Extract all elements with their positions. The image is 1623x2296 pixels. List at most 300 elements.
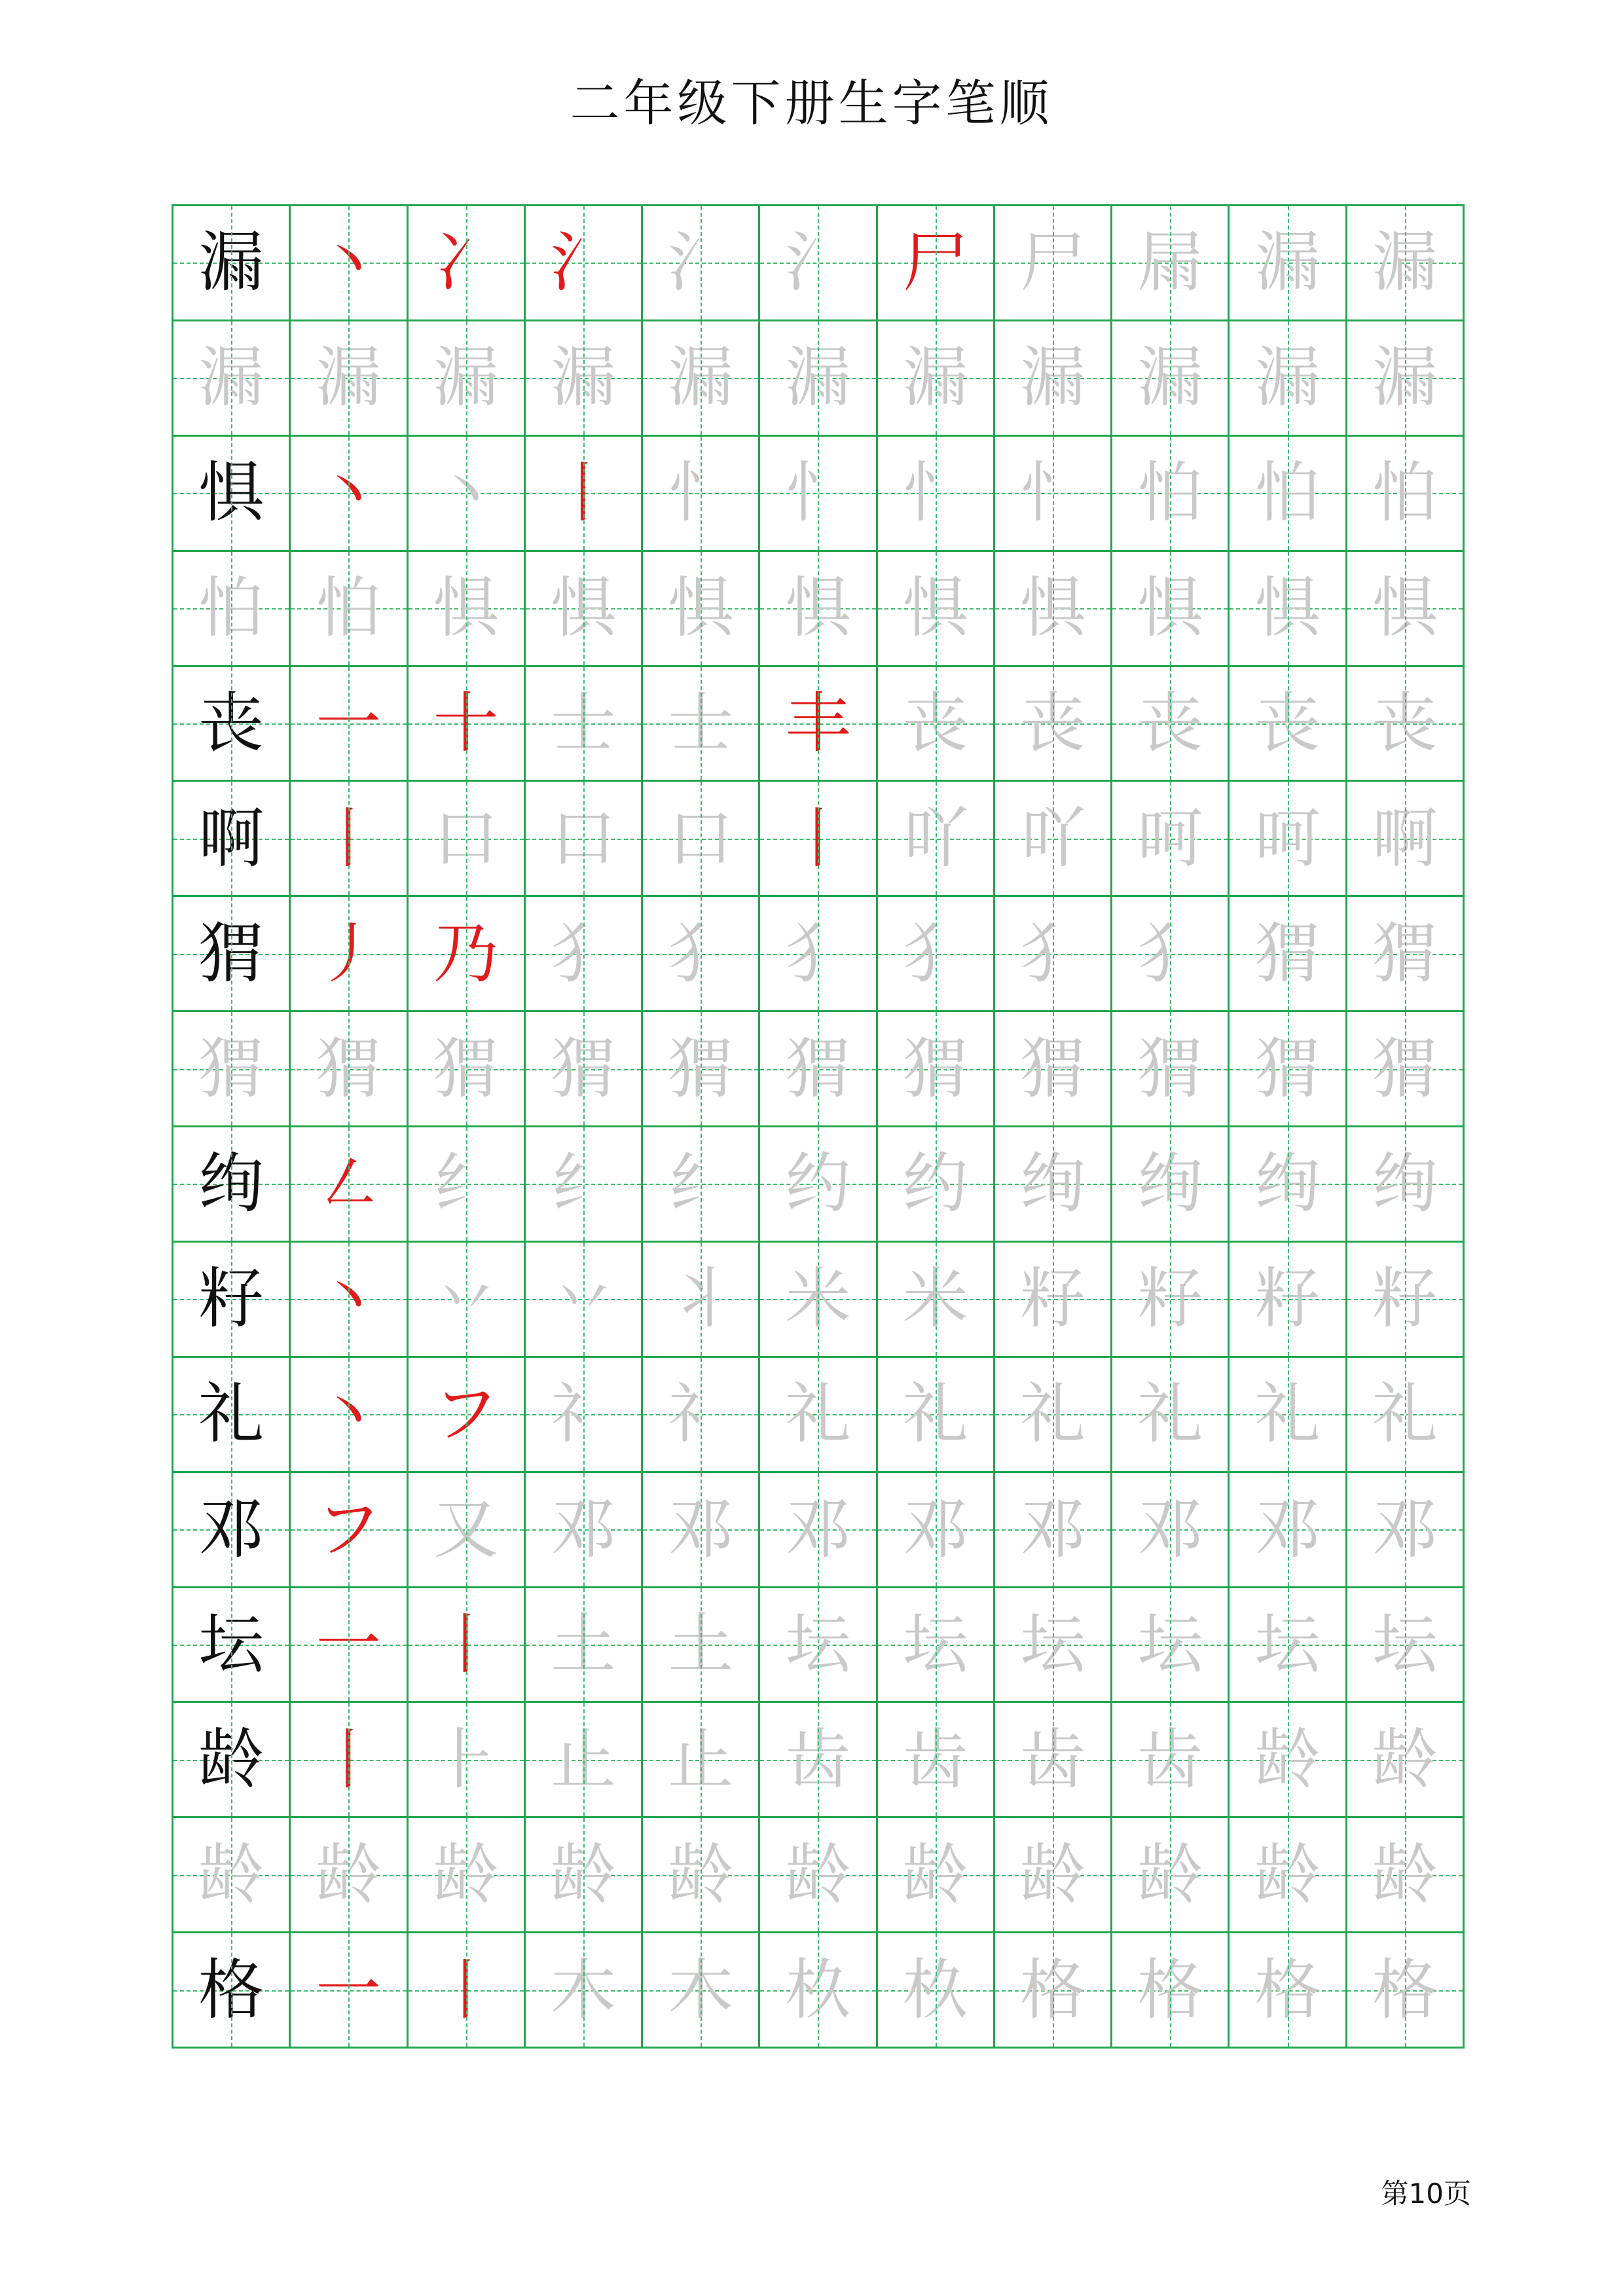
practice-cell — [526, 437, 643, 552]
trace-character: 惧 — [902, 570, 968, 647]
trace-character: 龄 — [1372, 1836, 1438, 1913]
practice-cell — [409, 1243, 526, 1358]
trace-character: 坛 — [1020, 1605, 1086, 1683]
stroke-order-grid — [172, 204, 1465, 2049]
stroke-step: 尸 — [902, 224, 968, 301]
trace-character: 绚 — [1020, 1145, 1086, 1222]
trace-character: 忄 — [1020, 454, 1086, 532]
practice-cell — [760, 1243, 877, 1358]
practice-cell — [1112, 206, 1230, 321]
trace-character: 礼 — [1020, 1376, 1086, 1453]
trace-character: 怕 — [1137, 454, 1203, 532]
practice-cell — [526, 782, 643, 897]
practice-cell — [643, 206, 760, 321]
practice-cell — [291, 782, 408, 897]
trace-character: 惧 — [785, 570, 851, 647]
trace-character: 龄 — [902, 1836, 968, 1913]
practice-cell — [878, 1818, 995, 1933]
trace-character: 齿 — [785, 1721, 851, 1798]
trace-character: 犭 — [785, 915, 851, 992]
trace-character: 屚 — [1137, 224, 1203, 301]
trace-character: 龄 — [1254, 1836, 1321, 1913]
practice-cell — [173, 1473, 291, 1588]
practice-cell — [409, 321, 526, 437]
target-character: 龄 — [198, 1721, 264, 1798]
practice-cell — [291, 1703, 408, 1818]
practice-cell — [1230, 321, 1347, 437]
practice-cell — [1112, 1358, 1230, 1473]
target-character: 猬 — [198, 915, 264, 992]
target-character: 啊 — [198, 799, 264, 877]
trace-character: 犭 — [1137, 915, 1203, 992]
practice-cell — [409, 897, 526, 1012]
trace-character: 龄 — [550, 1836, 616, 1913]
practice-cell — [173, 782, 291, 897]
trace-character: 杦 — [785, 1951, 851, 2028]
trace-character: 猬 — [785, 1030, 851, 1107]
trace-character: 惧 — [668, 570, 734, 647]
practice-cell — [995, 1473, 1112, 1588]
trace-character: 龄 — [1254, 1721, 1321, 1798]
stroke-step: 丨 — [785, 799, 851, 877]
practice-cell — [1230, 206, 1347, 321]
practice-cell — [526, 897, 643, 1012]
practice-cell — [643, 321, 760, 437]
trace-character: 木 — [550, 1951, 616, 2028]
practice-cell — [995, 1243, 1112, 1358]
trace-character: 籽 — [1137, 1260, 1203, 1338]
trace-character: 齿 — [1020, 1721, 1086, 1798]
practice-cell — [1347, 1012, 1465, 1127]
practice-cell — [760, 782, 877, 897]
trace-character: 坛 — [785, 1605, 851, 1683]
practice-cell — [291, 437, 408, 552]
practice-cell — [878, 437, 995, 552]
trace-character: 丧 — [1020, 684, 1086, 761]
target-character: 绚 — [198, 1145, 264, 1222]
trace-character: 礼 — [902, 1376, 968, 1453]
target-character: 坛 — [198, 1605, 264, 1683]
practice-cell — [526, 1818, 643, 1933]
practice-cell — [1230, 897, 1347, 1012]
practice-cell — [643, 897, 760, 1012]
practice-cell — [291, 1473, 408, 1588]
practice-cell — [409, 667, 526, 782]
practice-cell — [291, 667, 408, 782]
trace-character: 漏 — [1137, 339, 1203, 416]
trace-character: 约 — [902, 1145, 968, 1222]
practice-cell — [1347, 782, 1465, 897]
trace-character: 氵 — [668, 224, 734, 301]
trace-character: 犭 — [902, 915, 968, 992]
practice-cell — [995, 1358, 1112, 1473]
practice-cell — [995, 667, 1112, 782]
trace-character: 猬 — [316, 1030, 382, 1107]
trace-character: 邓 — [1372, 1491, 1438, 1568]
practice-cell — [526, 552, 643, 667]
practice-cell — [878, 321, 995, 437]
practice-cell — [760, 1127, 877, 1243]
trace-character: 丷 — [433, 1260, 499, 1338]
trace-character: 丧 — [1254, 684, 1321, 761]
practice-cell — [643, 1243, 760, 1358]
practice-cell — [409, 437, 526, 552]
practice-cell — [1230, 1933, 1347, 2049]
trace-character: 丧 — [1137, 684, 1203, 761]
trace-character: 怕 — [316, 570, 382, 647]
practice-cell — [526, 321, 643, 437]
practice-cell — [760, 1933, 877, 2049]
practice-cell — [409, 1818, 526, 1933]
trace-character: 丧 — [902, 684, 968, 761]
trace-character: 又 — [433, 1491, 499, 1568]
practice-cell — [173, 897, 291, 1012]
trace-character: 猬 — [668, 1030, 734, 1107]
stroke-step: 丶 — [316, 224, 382, 301]
trace-character: 漏 — [316, 339, 382, 416]
practice-cell — [1112, 1703, 1230, 1818]
trace-character: 籽 — [1020, 1260, 1086, 1338]
practice-cell — [409, 1473, 526, 1588]
practice-cell — [173, 552, 291, 667]
practice-cell — [173, 321, 291, 437]
trace-character: 丷 — [550, 1260, 616, 1338]
practice-cell — [291, 1243, 408, 1358]
practice-cell — [1230, 1818, 1347, 1933]
practice-cell — [878, 1243, 995, 1358]
practice-cell — [878, 782, 995, 897]
practice-cell — [1230, 1127, 1347, 1243]
trace-character: 邓 — [1254, 1491, 1321, 1568]
trace-character: 漏 — [785, 339, 851, 416]
practice-cell — [291, 321, 408, 437]
trace-character: 绚 — [1254, 1145, 1321, 1222]
practice-cell — [760, 1588, 877, 1704]
trace-character: 礼 — [1137, 1376, 1203, 1453]
trace-character: 籽 — [1254, 1260, 1321, 1338]
trace-character: 怕 — [198, 570, 264, 647]
stroke-step: フ — [316, 1491, 382, 1568]
practice-cell — [878, 1703, 995, 1818]
practice-cell — [995, 1012, 1112, 1127]
trace-character: 籽 — [1372, 1260, 1438, 1338]
trace-character: 礼 — [785, 1376, 851, 1453]
trace-character: 犭 — [550, 915, 616, 992]
trace-character: 纟 — [433, 1145, 499, 1222]
practice-cell — [1112, 1243, 1230, 1358]
practice-cell — [173, 1703, 291, 1818]
stroke-step: 丨 — [550, 454, 616, 532]
trace-character: 绚 — [1372, 1145, 1438, 1222]
practice-cell — [526, 667, 643, 782]
trace-character: 纟 — [550, 1145, 616, 1222]
trace-character: 口 — [668, 799, 734, 877]
practice-cell — [643, 437, 760, 552]
practice-cell — [526, 1127, 643, 1243]
trace-character: 怕 — [1254, 454, 1321, 532]
trace-character: 止 — [550, 1721, 616, 1798]
practice-cell — [1112, 897, 1230, 1012]
practice-cell — [995, 1703, 1112, 1818]
practice-cell — [1112, 437, 1230, 552]
practice-cell — [760, 206, 877, 321]
trace-character: 忄 — [668, 454, 734, 532]
practice-cell — [173, 1358, 291, 1473]
practice-cell — [1230, 437, 1347, 552]
practice-cell — [291, 206, 408, 321]
trace-character: 啊 — [1372, 799, 1438, 877]
practice-cell — [1347, 897, 1465, 1012]
practice-cell — [409, 1588, 526, 1704]
practice-cell — [291, 1933, 408, 2049]
practice-cell — [173, 667, 291, 782]
practice-cell — [995, 897, 1112, 1012]
practice-cell — [1347, 206, 1465, 321]
target-character: 漏 — [198, 224, 264, 301]
trace-character: 尸 — [1020, 224, 1086, 301]
trace-character: 土 — [550, 1605, 616, 1683]
practice-cell — [1230, 1473, 1347, 1588]
trace-character: 猬 — [1372, 1030, 1438, 1107]
trace-character: 士 — [550, 684, 616, 761]
trace-character: 忄 — [902, 454, 968, 532]
practice-cell — [643, 1703, 760, 1818]
target-character: 惧 — [198, 454, 264, 532]
trace-character: 齿 — [902, 1721, 968, 1798]
trace-character: 漏 — [550, 339, 616, 416]
trace-character: 忄 — [785, 454, 851, 532]
trace-character: 齿 — [1137, 1721, 1203, 1798]
trace-character: 邓 — [668, 1491, 734, 1568]
trace-character: 猬 — [1254, 915, 1321, 992]
practice-cell — [409, 1127, 526, 1243]
trace-character: ⺊ — [433, 1721, 499, 1798]
trace-character: 猬 — [1372, 915, 1438, 992]
practice-cell — [995, 437, 1112, 552]
practice-cell — [878, 1012, 995, 1127]
trace-character: 礻 — [550, 1376, 616, 1453]
trace-character: 坛 — [1372, 1605, 1438, 1683]
trace-character: 猬 — [550, 1030, 616, 1107]
trace-character: 吖 — [1020, 799, 1086, 877]
practice-cell — [878, 1127, 995, 1243]
trace-character: 猬 — [902, 1030, 968, 1107]
practice-cell — [409, 552, 526, 667]
practice-cell — [1347, 1933, 1465, 2049]
practice-cell — [409, 782, 526, 897]
trace-character: 坛 — [1254, 1605, 1321, 1683]
practice-cell — [1230, 1243, 1347, 1358]
practice-cell — [878, 1358, 995, 1473]
trace-character: 土 — [668, 1605, 734, 1683]
stroke-step: 十 — [433, 684, 499, 761]
practice-cell — [878, 552, 995, 667]
practice-cell — [995, 321, 1112, 437]
trace-character: 氵 — [785, 224, 851, 301]
trace-character: 惧 — [1020, 570, 1086, 647]
practice-cell — [409, 206, 526, 321]
stroke-step: 丶 — [316, 1260, 382, 1338]
trace-character: 约 — [785, 1145, 851, 1222]
practice-cell — [1230, 1703, 1347, 1818]
practice-cell — [1112, 667, 1230, 782]
practice-cell — [173, 1127, 291, 1243]
target-character: 格 — [198, 1951, 264, 2028]
trace-character: 邓 — [1020, 1491, 1086, 1568]
trace-character: 猬 — [1137, 1030, 1203, 1107]
practice-cell — [173, 437, 291, 552]
practice-cell — [291, 552, 408, 667]
practice-cell — [878, 1933, 995, 2049]
practice-cell — [760, 437, 877, 552]
practice-cell — [643, 1358, 760, 1473]
stroke-step: ㇜ — [316, 1145, 382, 1222]
practice-cell — [173, 1012, 291, 1127]
trace-character: 惧 — [1372, 570, 1438, 647]
trace-character: 吖 — [902, 799, 968, 877]
trace-character: 怕 — [1372, 454, 1438, 532]
practice-cell — [1112, 1818, 1230, 1933]
practice-cell — [995, 552, 1112, 667]
stroke-step: 丿 — [316, 915, 382, 992]
practice-cell — [173, 206, 291, 321]
trace-character: 漏 — [1254, 339, 1321, 416]
practice-cell — [526, 1588, 643, 1704]
page-number: 第10页 — [1381, 2178, 1471, 2210]
practice-cell — [878, 1473, 995, 1588]
target-character: 籽 — [198, 1260, 264, 1338]
trace-character: 漏 — [1020, 339, 1086, 416]
practice-cell — [409, 1703, 526, 1818]
practice-cell — [1347, 321, 1465, 437]
trace-character: 丧 — [1372, 684, 1438, 761]
practice-cell — [291, 1127, 408, 1243]
trace-character: 惧 — [1254, 570, 1321, 647]
practice-cell — [1347, 1358, 1465, 1473]
stroke-step: 丨 — [433, 1605, 499, 1683]
trace-character: 龄 — [1372, 1721, 1438, 1798]
trace-character: 漏 — [1372, 224, 1438, 301]
trace-character: 惧 — [550, 570, 616, 647]
practice-cell — [643, 1588, 760, 1704]
stroke-step: 丨 — [316, 799, 382, 877]
trace-character: 漏 — [1254, 224, 1321, 301]
practice-cell — [1112, 1012, 1230, 1127]
practice-cell — [1112, 321, 1230, 437]
trace-character: 漏 — [668, 339, 734, 416]
target-character: 邓 — [198, 1491, 264, 1568]
trace-character: 米 — [902, 1260, 968, 1338]
trace-character: 龄 — [1020, 1836, 1086, 1913]
trace-character: 口 — [433, 799, 499, 877]
practice-cell — [760, 1703, 877, 1818]
trace-character: 邓 — [785, 1491, 851, 1568]
practice-cell — [760, 321, 877, 437]
trace-character: 格 — [1372, 1951, 1438, 2028]
practice-cell — [760, 552, 877, 667]
practice-cell — [1347, 1473, 1465, 1588]
practice-cell — [291, 1358, 408, 1473]
practice-cell — [291, 1012, 408, 1127]
practice-cell — [878, 897, 995, 1012]
trace-character: 惧 — [1137, 570, 1203, 647]
practice-cell — [526, 1012, 643, 1127]
trace-character: 龄 — [433, 1836, 499, 1913]
practice-cell — [291, 897, 408, 1012]
practice-cell — [1230, 1588, 1347, 1704]
practice-cell — [526, 1358, 643, 1473]
practice-cell — [526, 1703, 643, 1818]
practice-cell — [995, 1933, 1112, 2049]
practice-cell — [995, 782, 1112, 897]
practice-cell — [760, 1473, 877, 1588]
page-title: 二年级下册生字笔顺 — [570, 74, 1053, 132]
trace-character: 呵 — [1254, 799, 1321, 877]
practice-cell — [878, 1588, 995, 1704]
trace-character: 邓 — [1137, 1491, 1203, 1568]
practice-cell — [1347, 1818, 1465, 1933]
practice-cell — [878, 667, 995, 782]
practice-cell — [1112, 782, 1230, 897]
practice-cell — [1230, 1358, 1347, 1473]
trace-character: 丶 — [433, 454, 499, 532]
practice-cell — [1112, 1588, 1230, 1704]
stroke-step: フ — [433, 1376, 499, 1453]
trace-character: 犭 — [1020, 915, 1086, 992]
practice-cell — [173, 1933, 291, 2049]
practice-cell — [409, 1358, 526, 1473]
practice-cell — [1347, 1703, 1465, 1818]
practice-cell — [1347, 1127, 1465, 1243]
stroke-step: 一 — [316, 1605, 382, 1683]
practice-cell — [995, 206, 1112, 321]
trace-character: 杦 — [902, 1951, 968, 2028]
practice-cell — [1347, 667, 1465, 782]
practice-cell — [643, 1818, 760, 1933]
trace-character: 呵 — [1137, 799, 1203, 877]
practice-cell — [760, 1012, 877, 1127]
trace-character: 纟 — [668, 1145, 734, 1222]
trace-character: 猬 — [433, 1030, 499, 1107]
trace-character: 格 — [1020, 1951, 1086, 2028]
stroke-step: 丶 — [316, 1376, 382, 1453]
trace-character: 士 — [668, 684, 734, 761]
practice-cell — [1112, 1127, 1230, 1243]
trace-character: 龄 — [316, 1836, 382, 1913]
stroke-step: 乃 — [433, 915, 499, 992]
trace-character: 漏 — [198, 339, 264, 416]
trace-character: 丬 — [668, 1260, 734, 1338]
practice-cell — [760, 1818, 877, 1933]
trace-character: 口 — [550, 799, 616, 877]
stroke-step: 一 — [316, 1951, 382, 2028]
practice-cell — [643, 552, 760, 667]
trace-character: 坛 — [902, 1605, 968, 1683]
practice-cell — [643, 667, 760, 782]
trace-character: 格 — [1137, 1951, 1203, 2028]
practice-cell — [409, 1933, 526, 2049]
practice-cell — [1347, 437, 1465, 552]
trace-character: 漏 — [1372, 339, 1438, 416]
practice-cell — [291, 1588, 408, 1704]
trace-character: 邓 — [902, 1491, 968, 1568]
practice-cell — [173, 1588, 291, 1704]
trace-character: 猬 — [1020, 1030, 1086, 1107]
trace-character: 邓 — [550, 1491, 616, 1568]
practice-cell — [526, 1243, 643, 1358]
trace-character: 犭 — [668, 915, 734, 992]
trace-character: 木 — [668, 1951, 734, 2028]
